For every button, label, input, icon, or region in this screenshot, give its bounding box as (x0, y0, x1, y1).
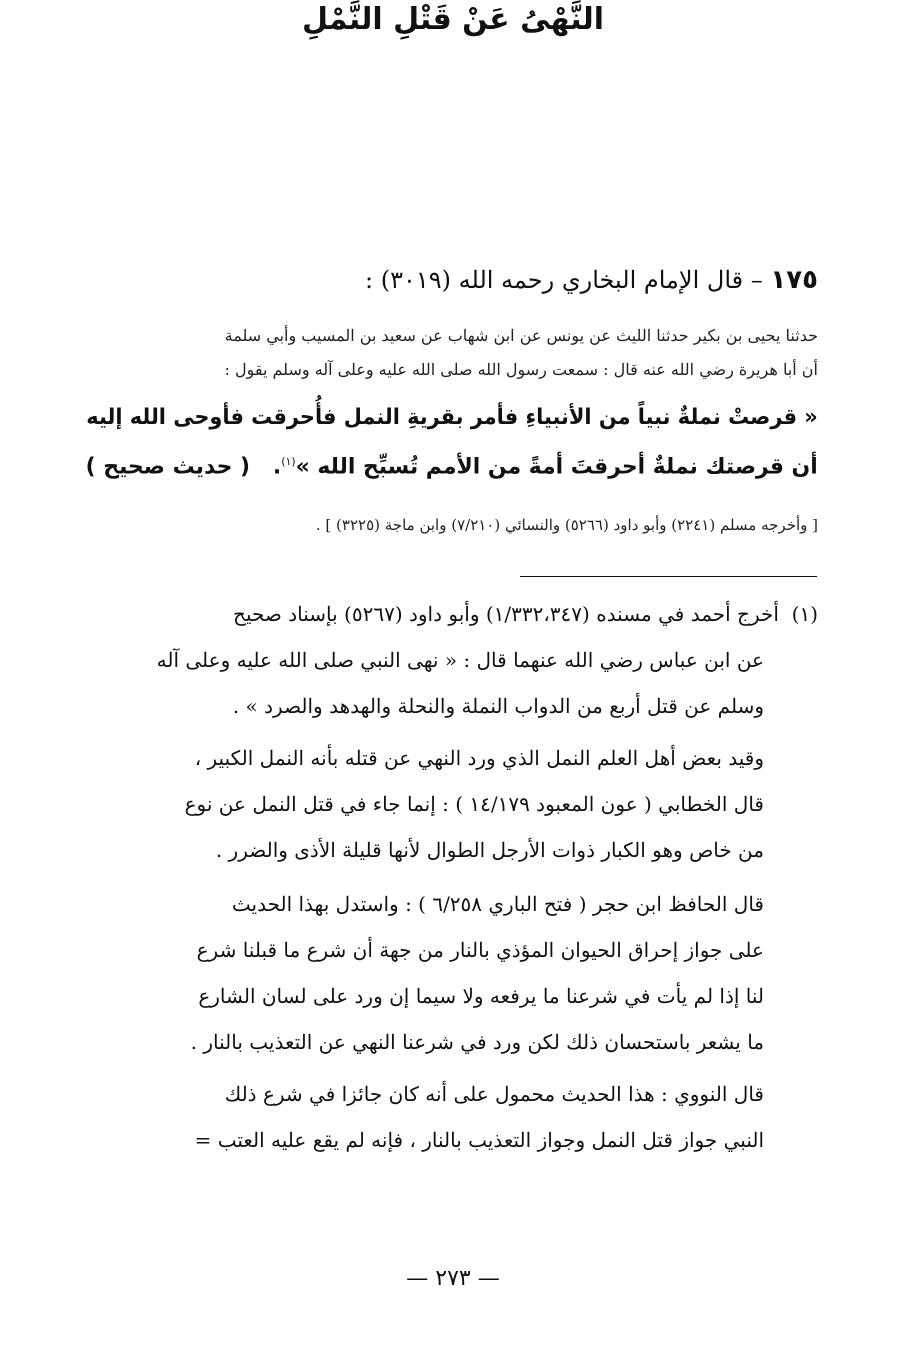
footnote-line-9: لنا إذا لم يأت في شرعنا ما يرفعه ولا سيما إن ورد على لسان الشارع (198, 984, 764, 1008)
matn-line-2: أن قرصتك نملةٌ أحرقتَ أمةً من الأمم تُسبِّح الله »$^{(١)}$. ( حديث صحيح ) (85, 454, 819, 480)
hadith-intro: – قال الإمام البخاري رحمه الله (٣٠١٩) : (365, 266, 763, 294)
hadith-number: ١٧٥ (770, 265, 818, 295)
footnote-reference[interactable]: (١) (281, 455, 296, 468)
hadith-heading (365, 262, 818, 298)
chapter-title: النَّهْىُ عَنْ قَتْلِ النَّمْلِ (301, 2, 605, 37)
footnote-marker: (١) (791, 602, 818, 626)
isnad-line-2: أن أبا هريرة رضي الله عنه قال : سمعت رسول الله صلى الله عليه وعلى آله وسلم يقول : (224, 360, 818, 379)
footnote-line-4: وقيد بعض أهل العلم النمل الذي ورد النهي عن قتله بأنه النمل الكبير ، (194, 746, 764, 770)
footnote-line-7: قال الحافظ ابن حجر ( فتح الباري ٦/٢٥٨ ) : واستدل بهذا الحديث (231, 892, 764, 916)
footnote-line-2: عن ابن عباس رضي الله عنهما قال : « نهى النبي صلى الله عليه وعلى آله (156, 648, 764, 672)
page-number: — ٢٧٣ — (406, 1266, 500, 1291)
footnote-line-5: قال الخطابي ( عون المعبود ١٤/١٧٩ ) : إنما جاء في قتل النمل عن نوع (184, 792, 764, 816)
footnote-line-11: قال النووي : هذا الحديث محمول على أنه كان جائزا في شرع ذلك (224, 1082, 764, 1106)
footnote-line-1: (١) أخرج أحمد في مسنده (١/٣٣٢،٣٤٧) وأبو داود (٥٢٦٧) بإسناد صحيح (233, 602, 818, 626)
footnote-line-8: على جواز إحراق الحيوان المؤذي بالنار من جهة أن شرع ما قبلنا شرع (196, 938, 764, 962)
matn-text: أن قرصتك نملةٌ أحرقتَ أمةً من الأمم تُسبِّح الله » (295, 454, 819, 480)
footnote-line-12: النبي جواز قتل النمل وجواز التعذيب بالنار ، فإنه لم يقع عليه العتب = (194, 1128, 764, 1152)
matn-line-1: « قرصتْ نملةٌ نبياً من الأنبياءِ فأمر بقريةِ النمل فأُحرقت فأوحى الله إليه (86, 405, 818, 430)
footnote-separator (520, 576, 817, 577)
hadith-grade: ( حديث صحيح ) (85, 454, 251, 480)
takhrij-line: [ وأخرجه مسلم (٢٢٤١) وأبو داود (٥٢٦٦) والنسائي (٧/٢١٠) وابن ماجة (٣٢٢٥) ] . (315, 516, 818, 534)
footnote-line-3: وسلم عن قتل أربع من الدواب النملة والنحلة والهدهد والصرد » . (232, 694, 764, 718)
footnote-line-10: ما يشعر باستحسان ذلك لكن ورد في شرعنا النهي عن التعذيب بالنار . (190, 1030, 764, 1054)
isnad-line-1: حدثنا يحيى بن بكير حدثنا الليث عن يونس عن ابن شهاب عن سعيد بن المسيب وأبي سلمة (224, 326, 818, 345)
footnote-line-6: من خاص وهو الكبار ذوات الأرجل الطوال لأنها قليلة الأذى والضرر . (215, 838, 764, 862)
